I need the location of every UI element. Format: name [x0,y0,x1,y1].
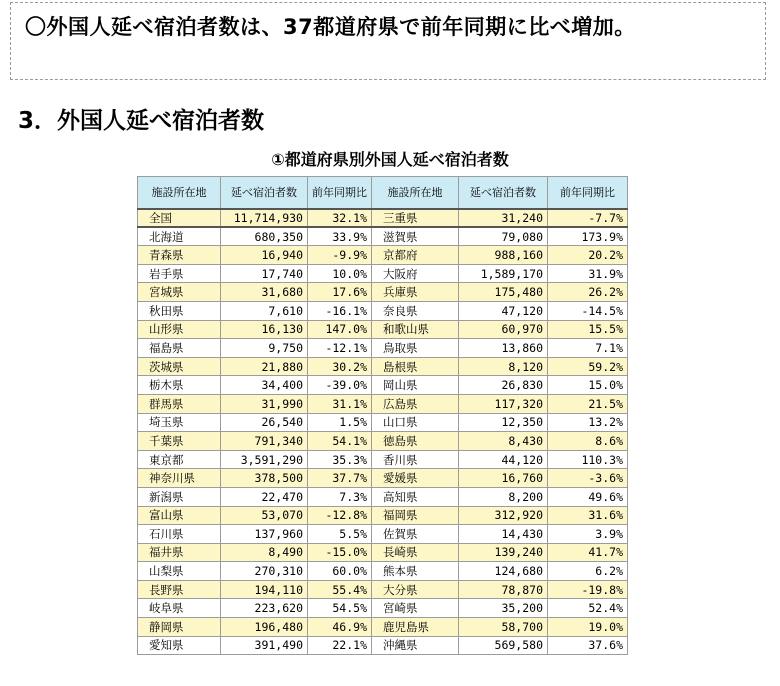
table-row [138,487,628,506]
cell-yoy-left: 54.1% [308,432,372,451]
cell-location-right: 滋賀県 [372,227,459,246]
cell-yoy-right: 21.5% [548,394,628,413]
cell-yoy-left: 30.2% [308,357,372,376]
header-guest-nights-right: 延べ宿泊者数 [459,177,548,209]
cell-guest-nights-left: 22,470 [221,487,308,506]
cell-guest-nights-right: 16,760 [459,469,548,488]
table-row [138,246,628,265]
cell-guest-nights-left: 31,990 [221,394,308,413]
cell-guest-nights-left: 17,740 [221,264,308,283]
cell-yoy-right: 3.9% [548,525,628,544]
cell-location-left: 群馬県 [138,394,221,413]
table-body [138,209,628,655]
cell-location-left: 栃木県 [138,376,221,395]
cell-yoy-left: -15.0% [308,543,372,562]
cell-yoy-right: 37.6% [548,636,628,655]
cell-yoy-left: 60.0% [308,562,372,581]
cell-guest-nights-right: 8,120 [459,357,548,376]
cell-location-right: 広島県 [372,394,459,413]
cell-yoy-right: 173.9% [548,227,628,246]
cell-yoy-left: -16.1% [308,301,372,320]
cell-location-left: 秋田県 [138,301,221,320]
cell-guest-nights-right: 988,160 [459,246,548,265]
cell-guest-nights-right: 124,680 [459,562,548,581]
cell-location-left: 青森県 [138,246,221,265]
cell-location-left: 石川県 [138,525,221,544]
cell-guest-nights-left: 223,620 [221,599,308,618]
cell-yoy-right: -19.8% [548,580,628,599]
table-row [138,562,628,581]
table-row [138,580,628,599]
table-row [138,264,628,283]
cell-location-right: 兵庫県 [372,283,459,302]
cell-yoy-right: 31.9% [548,264,628,283]
cell-location-left: 千葉県 [138,432,221,451]
cell-guest-nights-left: 791,340 [221,432,308,451]
cell-location-right: 徳島県 [372,432,459,451]
cell-guest-nights-left: 34,400 [221,376,308,395]
table-row [138,469,628,488]
cell-yoy-left: 7.3% [308,487,372,506]
cell-guest-nights-left: 137,960 [221,525,308,544]
cell-yoy-left: 46.9% [308,618,372,637]
cell-yoy-left: 17.6% [308,283,372,302]
cell-location-right: 宮崎県 [372,599,459,618]
cell-location-left: 宮城県 [138,283,221,302]
cell-guest-nights-right: 117,320 [459,394,548,413]
table-row [138,506,628,525]
summary-callout-box [10,2,766,80]
cell-location-right: 三重県 [372,209,459,228]
cell-yoy-right: 49.6% [548,487,628,506]
cell-location-right: 岡山県 [372,376,459,395]
cell-yoy-right: 41.7% [548,543,628,562]
cell-guest-nights-right: 8,430 [459,432,548,451]
table-row [138,227,628,246]
cell-guest-nights-left: 16,940 [221,246,308,265]
cell-guest-nights-right: 79,080 [459,227,548,246]
cell-yoy-right: -7.7% [548,209,628,228]
cell-location-right: 福岡県 [372,506,459,525]
cell-yoy-right: 7.1% [548,339,628,358]
cell-location-right: 鳥取県 [372,339,459,358]
cell-guest-nights-left: 26,540 [221,413,308,432]
cell-guest-nights-left: 7,610 [221,301,308,320]
cell-location-right: 大阪府 [372,264,459,283]
cell-yoy-left: 37.7% [308,469,372,488]
cell-location-left: 神奈川県 [138,469,221,488]
cell-yoy-left: 54.5% [308,599,372,618]
cell-guest-nights-right: 47,120 [459,301,548,320]
cell-guest-nights-right: 35,200 [459,599,548,618]
cell-yoy-left: 10.0% [308,264,372,283]
cell-yoy-right: 52.4% [548,599,628,618]
table-header-row [138,177,628,209]
cell-yoy-right: 13.2% [548,413,628,432]
cell-guest-nights-right: 12,350 [459,413,548,432]
cell-yoy-left: 147.0% [308,320,372,339]
cell-yoy-right: 6.2% [548,562,628,581]
cell-yoy-left: 22.1% [308,636,372,655]
cell-location-left: 茨城県 [138,357,221,376]
cell-yoy-right: 59.2% [548,357,628,376]
cell-yoy-left: -12.1% [308,339,372,358]
cell-guest-nights-right: 60,970 [459,320,548,339]
cell-guest-nights-left: 9,750 [221,339,308,358]
cell-location-right: 長崎県 [372,543,459,562]
cell-location-left: 岩手県 [138,264,221,283]
cell-location-left: 新潟県 [138,487,221,506]
cell-guest-nights-left: 11,714,930 [221,209,308,228]
table-row [138,283,628,302]
table-row [138,636,628,655]
cell-location-left: 福島県 [138,339,221,358]
table-row [138,320,628,339]
cell-yoy-left: 35.3% [308,450,372,469]
cell-yoy-left: -39.0% [308,376,372,395]
cell-guest-nights-right: 13,860 [459,339,548,358]
cell-guest-nights-right: 569,580 [459,636,548,655]
cell-location-left: 東京都 [138,450,221,469]
cell-location-left: 山梨県 [138,562,221,581]
cell-guest-nights-left: 196,480 [221,618,308,637]
table-row [138,450,628,469]
section-heading: 3．外国人延べ宿泊者数 [18,108,265,134]
cell-guest-nights-left: 270,310 [221,562,308,581]
cell-location-left: 静岡県 [138,618,221,637]
table-row [138,525,628,544]
cell-yoy-left: -9.9% [308,246,372,265]
cell-yoy-right: 15.0% [548,376,628,395]
cell-yoy-right: -14.5% [548,301,628,320]
table-row [138,209,628,228]
cell-guest-nights-right: 26,830 [459,376,548,395]
cell-location-left: 山形県 [138,320,221,339]
cell-guest-nights-left: 16,130 [221,320,308,339]
cell-location-right: 熊本県 [372,562,459,581]
table-row [138,357,628,376]
cell-guest-nights-right: 58,700 [459,618,548,637]
cell-guest-nights-left: 680,350 [221,227,308,246]
cell-location-right: 佐賀県 [372,525,459,544]
table-row [138,394,628,413]
cell-location-left: 岐阜県 [138,599,221,618]
cell-yoy-right: 26.2% [548,283,628,302]
cell-guest-nights-right: 78,870 [459,580,548,599]
table-row [138,599,628,618]
cell-location-left: 愛知県 [138,636,221,655]
cell-yoy-right: 20.2% [548,246,628,265]
cell-yoy-right: 15.5% [548,320,628,339]
header-location-right: 施設所在地 [372,177,459,209]
cell-location-left: 北海道 [138,227,221,246]
cell-location-right: 沖縄県 [372,636,459,655]
summary-callout-text: 〇外国人延べ宿泊者数は、37都道府県で前年同期に比べ増加。 [25,15,636,39]
header-yoy-right: 前年同期比 [548,177,628,209]
cell-location-right: 香川県 [372,450,459,469]
cell-guest-nights-left: 378,500 [221,469,308,488]
cell-yoy-right: -3.6% [548,469,628,488]
table-row [138,339,628,358]
cell-guest-nights-left: 194,110 [221,580,308,599]
cell-yoy-right: 110.3% [548,450,628,469]
cell-yoy-left: -12.8% [308,506,372,525]
cell-yoy-left: 55.4% [308,580,372,599]
cell-yoy-right: 31.6% [548,506,628,525]
table-row [138,432,628,451]
table-title: ①都道府県別外国人延べ宿泊者数 [271,150,509,169]
cell-location-left: 福井県 [138,543,221,562]
header-yoy-left: 前年同期比 [308,177,372,209]
cell-guest-nights-right: 8,200 [459,487,548,506]
cell-location-left: 長野県 [138,580,221,599]
cell-guest-nights-left: 391,490 [221,636,308,655]
cell-guest-nights-left: 21,880 [221,357,308,376]
cell-guest-nights-right: 1,589,170 [459,264,548,283]
cell-guest-nights-right: 31,240 [459,209,548,228]
table-row [138,618,628,637]
header-guest-nights-left: 延べ宿泊者数 [221,177,308,209]
cell-location-right: 島根県 [372,357,459,376]
cell-yoy-right: 19.0% [548,618,628,637]
cell-location-left: 全国 [138,209,221,228]
cell-location-right: 愛媛県 [372,469,459,488]
table-row [138,413,628,432]
cell-location-right: 大分県 [372,580,459,599]
table-row [138,543,628,562]
cell-guest-nights-right: 312,920 [459,506,548,525]
cell-yoy-left: 5.5% [308,525,372,544]
cell-location-left: 埼玉県 [138,413,221,432]
cell-guest-nights-right: 14,430 [459,525,548,544]
cell-guest-nights-left: 31,680 [221,283,308,302]
cell-location-right: 高知県 [372,487,459,506]
header-location-left: 施設所在地 [138,177,221,209]
cell-yoy-left: 31.1% [308,394,372,413]
table-row [138,376,628,395]
prefecture-stats-table [137,176,628,655]
cell-guest-nights-left: 8,490 [221,543,308,562]
cell-guest-nights-left: 53,070 [221,506,308,525]
cell-guest-nights-right: 139,240 [459,543,548,562]
cell-guest-nights-left: 3,591,290 [221,450,308,469]
cell-yoy-left: 1.5% [308,413,372,432]
cell-location-right: 鹿児島県 [372,618,459,637]
cell-guest-nights-right: 175,480 [459,283,548,302]
cell-guest-nights-right: 44,120 [459,450,548,469]
cell-location-right: 京都府 [372,246,459,265]
cell-yoy-left: 33.9% [308,227,372,246]
cell-location-right: 和歌山県 [372,320,459,339]
cell-location-right: 奈良県 [372,301,459,320]
cell-location-left: 富山県 [138,506,221,525]
cell-yoy-left: 32.1% [308,209,372,228]
cell-yoy-right: 8.6% [548,432,628,451]
table-row [138,301,628,320]
cell-location-right: 山口県 [372,413,459,432]
